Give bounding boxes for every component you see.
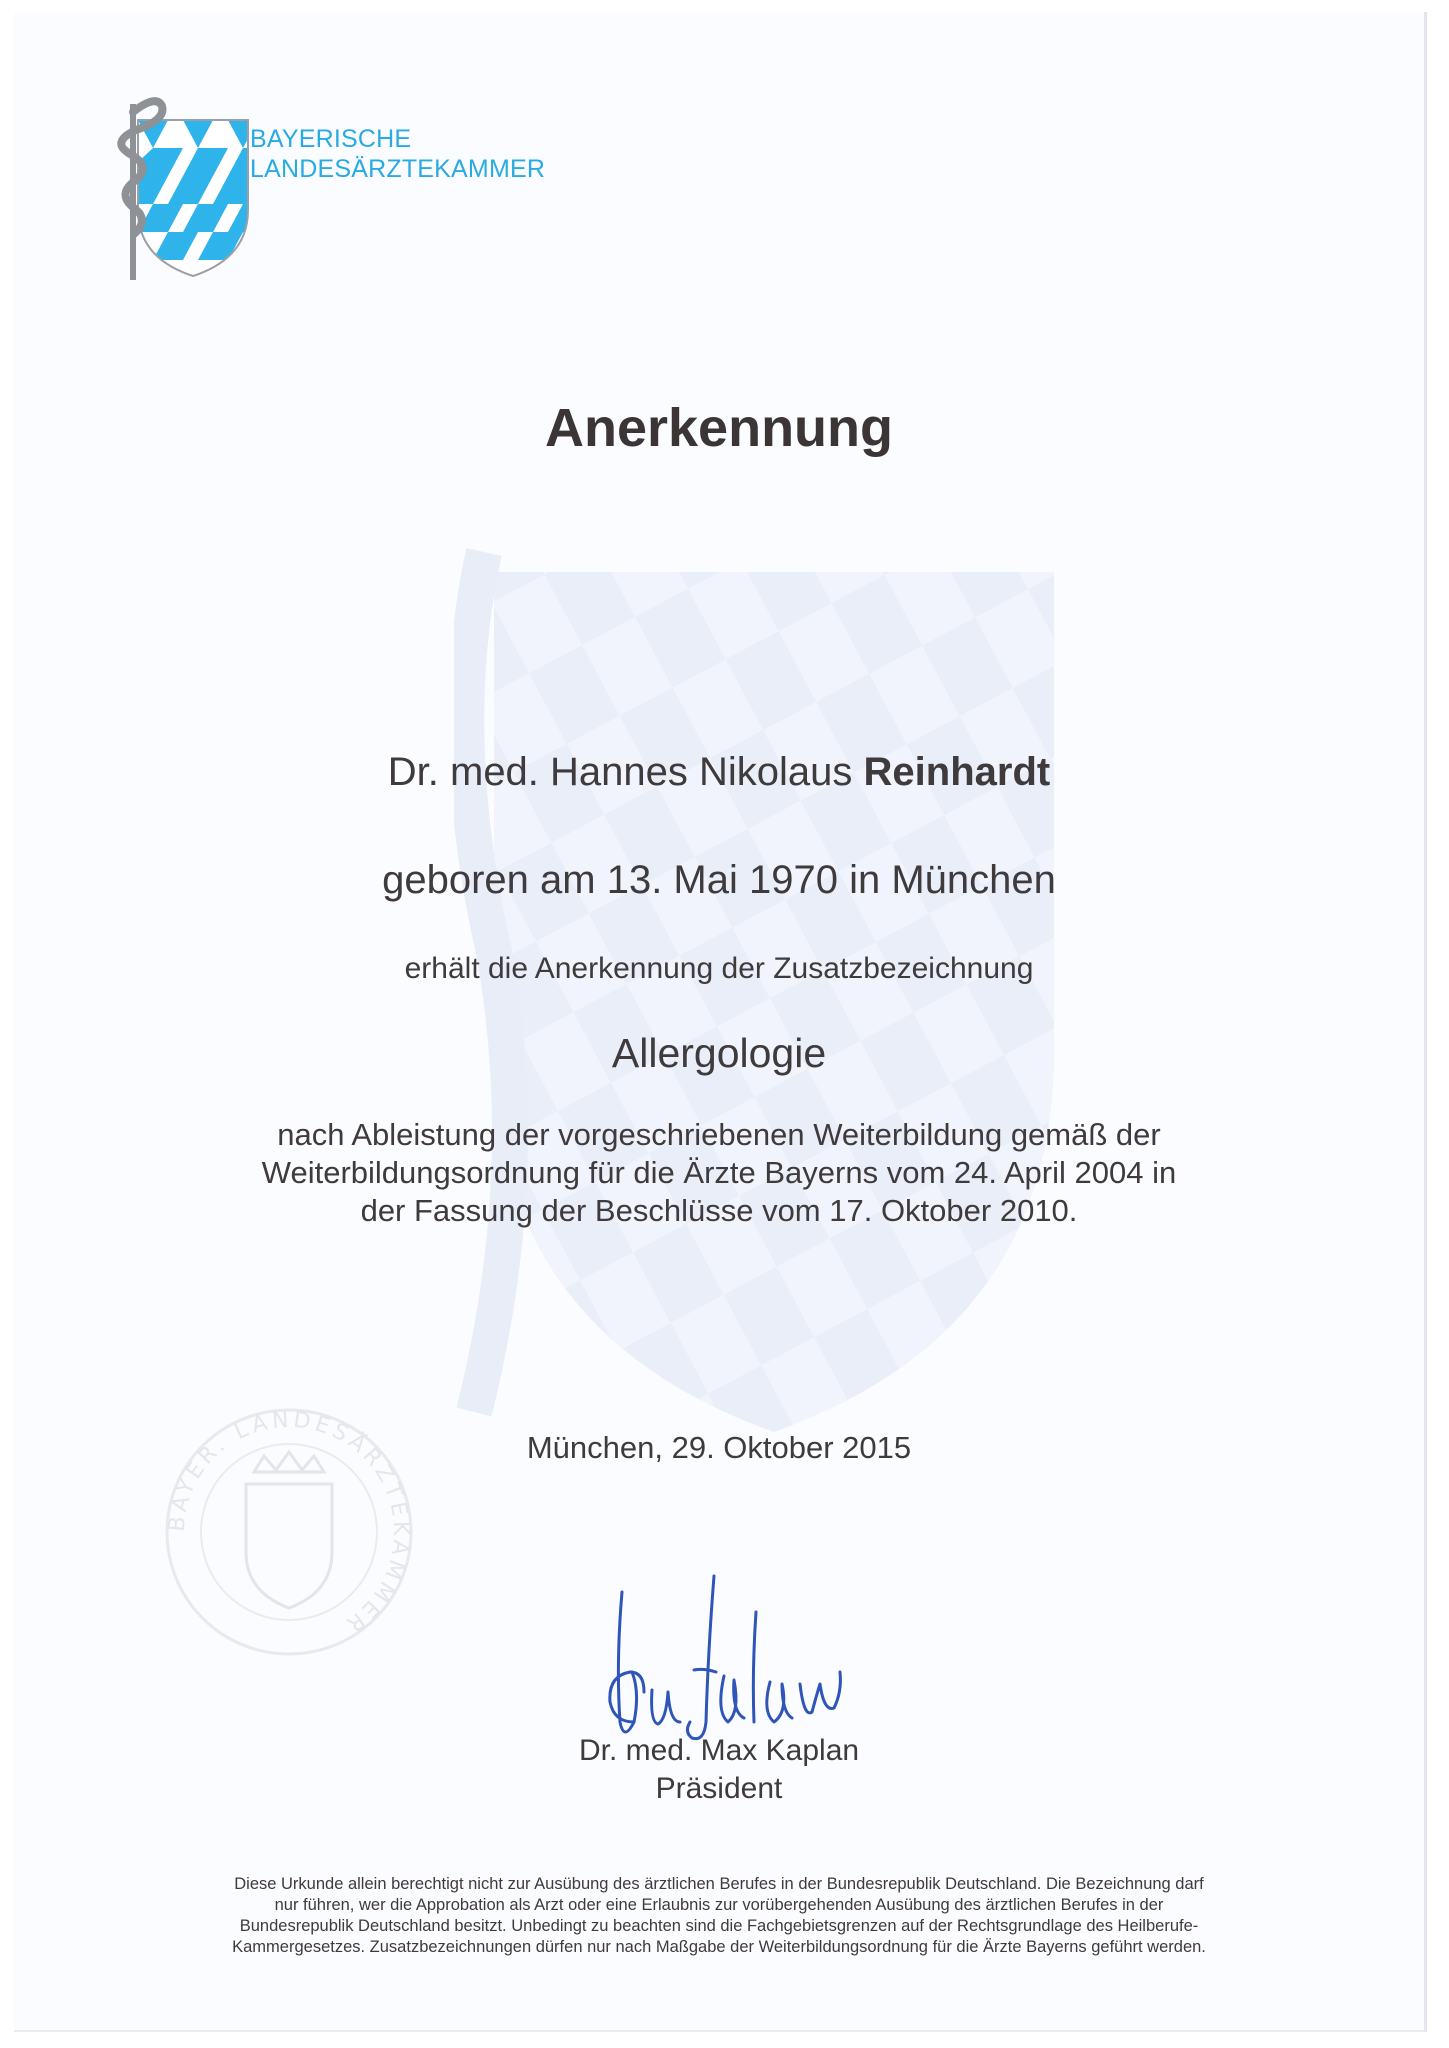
watermark-emblem xyxy=(454,532,1094,1452)
legal-basis xyxy=(14,1116,1424,1230)
legal-notice-line: Diese Urkunde allein berechtigt nicht zur Ausübung des ärztlichen Berufes in der Bundesrepublik Deutschland. Die Bezeichnung darf xyxy=(234,1875,1204,1893)
place-date: München, 29. Oktober 2015 xyxy=(526,1430,912,1465)
certificate-title: Anerkennung xyxy=(544,398,894,458)
legal-notice xyxy=(14,1874,1424,1958)
chamber-logo-icon xyxy=(116,90,276,280)
org-name-line2: LANDESÄRZTEKAMMER xyxy=(250,155,546,183)
certificate-page xyxy=(14,12,1427,2032)
legal-notice-line: Bundesrepublik Deutschland besitzt. Unbedingt zu beachten sind die Fachgebietsgrenzen auf der Rechtsgrundlage des Heilberufe- xyxy=(239,1917,1199,1935)
legal-basis-line: Weiterbildungsordnung für die Ärzte Bayerns vom 24. April 2004 in xyxy=(261,1155,1177,1190)
legal-basis-line: nach Ableistung der vorgeschriebenen Weiterbildung gemäß der xyxy=(277,1117,1161,1152)
holder-surname: Reinhardt xyxy=(863,750,1051,794)
svg-text:BAYER. LANDESÄRZTEKAMMER: BAYER. LANDESÄRZTEKAMMER xyxy=(164,1407,414,1639)
legal-basis-line: der Fassung der Beschlüsse vom 17. Oktober 2010. xyxy=(360,1193,1078,1228)
organization-name xyxy=(250,124,545,184)
legal-notice-line: Kammergesetzes. Zusatzbezeichnungen dürfen nur nach Maßgabe der Weiterbildungsordnung für die Ärzte Bayerns geführt werden. xyxy=(232,1938,1206,1956)
holder-prefix: Dr. med. Hannes Nikolaus xyxy=(387,750,853,794)
birth-line: geboren am 13. Mai 1970 in München xyxy=(382,858,1056,902)
legal-notice-line: nur führen, wer die Approbation als Arzt oder eine Erlaubnis zur vorübergehenden Ausübung des ärztlichen Berufes in der xyxy=(274,1896,1164,1914)
holder-name xyxy=(14,750,1424,795)
receives-line: erhält die Anerkennung der Zusatzbezeichnung xyxy=(404,952,1034,985)
signatory-name: Dr. med. Max Kaplan xyxy=(578,1734,860,1767)
embossed-seal-icon xyxy=(164,1392,414,1672)
org-name-line1: BAYERISCHE xyxy=(250,125,412,153)
specialty-name: Allergologie xyxy=(611,1030,827,1076)
signatory-block xyxy=(14,1732,1424,1808)
signatory-role: Präsident xyxy=(655,1772,783,1805)
